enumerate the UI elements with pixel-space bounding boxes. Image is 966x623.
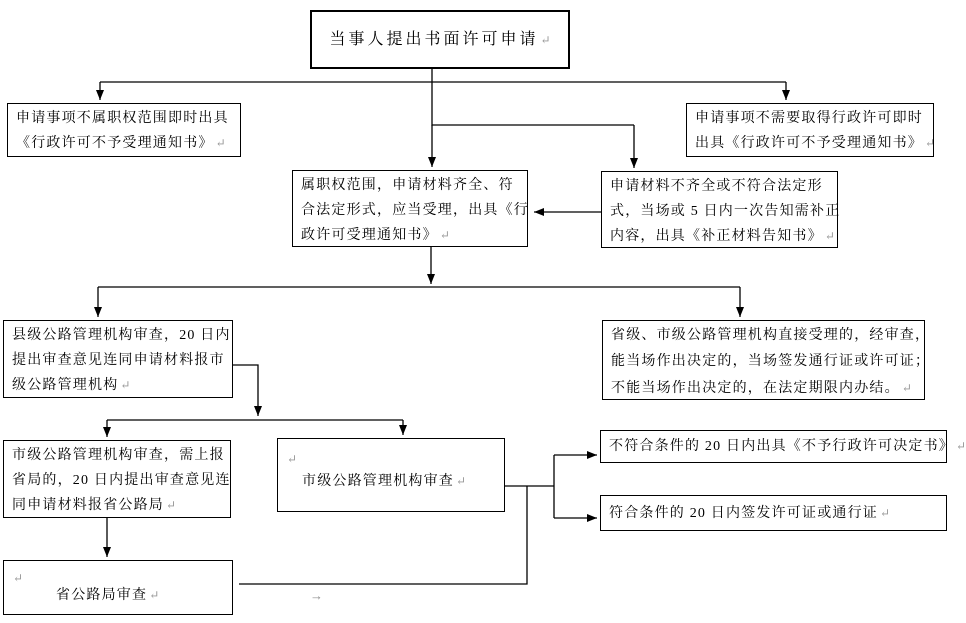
not-in-scope-line: 申请事项不属职权范围即时出具	[16, 111, 229, 126]
flow-box-city-review	[277, 438, 505, 512]
flow-box-supplement	[601, 171, 841, 248]
tab-mark: →	[310, 588, 323, 603]
flow-box-direct	[602, 320, 931, 400]
county-line: 级公路管理机构	[12, 378, 119, 393]
city-report-line: 市级公路管理机构审查，需上报	[12, 448, 225, 463]
return-mark: ↵	[439, 228, 450, 242]
return-mark: ↵	[956, 439, 966, 453]
return-mark: ↵	[540, 32, 551, 47]
grant-label: 符合条件的 20 日内签发许可证或通行证	[609, 505, 878, 521]
accept-line: 合法定形式，应当受理，出具《行	[301, 203, 529, 218]
flow-box-deny	[600, 430, 966, 463]
supplement-line: 申请材料不齐全或不符合法定形	[610, 179, 823, 194]
supplement-line: 式，当场或 5 日内一次告知需补正	[610, 204, 841, 219]
no-license-needed-line: 出具《行政许可不予受理通知书》	[695, 136, 923, 151]
supplement-line: 内容，出具《补正材料告知书》	[610, 229, 823, 244]
return-mark: ↵	[215, 136, 226, 150]
county-line: 县级公路管理机构审查，20 日内	[12, 328, 231, 343]
not-in-scope-line: 《行政许可不予受理通知书》	[16, 136, 214, 151]
city-report-line: 同申请材料报省公路局	[12, 498, 164, 513]
direct-line: 能当场作出决定的，当场签发通行证或许可证；	[611, 354, 931, 369]
direct-line: 不能当场作出决定的，在法定期限内办结。	[611, 381, 900, 396]
flow-box-city-report	[3, 440, 231, 518]
flow-box-no-license-needed	[686, 103, 934, 157]
city-report-line: 省局的，20 日内提出审查意见连	[12, 473, 231, 488]
deny-label: 不符合条件的 20 日内出具《不予行政许可决定书》	[609, 439, 954, 454]
flow-box-accept	[292, 170, 528, 247]
flow-box-county	[3, 320, 233, 398]
return-mark: ↵	[901, 381, 912, 395]
applicant-label: 当事人提出书面许可申请	[329, 30, 539, 48]
no-license-needed-line: 申请事项不需要取得行政许可即时	[695, 111, 923, 126]
return-mark: ↵	[149, 588, 160, 602]
return-mark: ↵	[824, 229, 835, 243]
return-mark: ↵	[166, 498, 177, 512]
arrow-county-out	[233, 365, 258, 416]
flow-box-bureau	[3, 560, 233, 615]
city-review-label: 市级公路管理机构审查	[302, 474, 454, 489]
return-mark: ↵	[287, 452, 298, 466]
direct-line: 省级、市级公路管理机构直接受理的，经审查，	[611, 328, 931, 343]
return-mark: ↵	[120, 378, 131, 392]
return-mark: ↵	[13, 571, 24, 585]
accept-line: 政许可受理通知书》	[301, 228, 438, 243]
return-mark: ↵	[925, 136, 936, 150]
connector-trunk-mid	[432, 82, 634, 125]
return-mark: ↵	[456, 474, 467, 488]
flow-box-applicant	[310, 10, 570, 69]
accept-line: 属职权范围，申请材料齐全、符	[301, 178, 514, 193]
county-line: 提出审查意见连同申请材料报市	[12, 353, 225, 368]
return-mark: ↵	[880, 505, 891, 520]
bureau-label: 省公路局审查	[56, 588, 148, 603]
flow-box-grant	[600, 495, 947, 531]
flow-box-not-in-scope	[7, 103, 241, 157]
